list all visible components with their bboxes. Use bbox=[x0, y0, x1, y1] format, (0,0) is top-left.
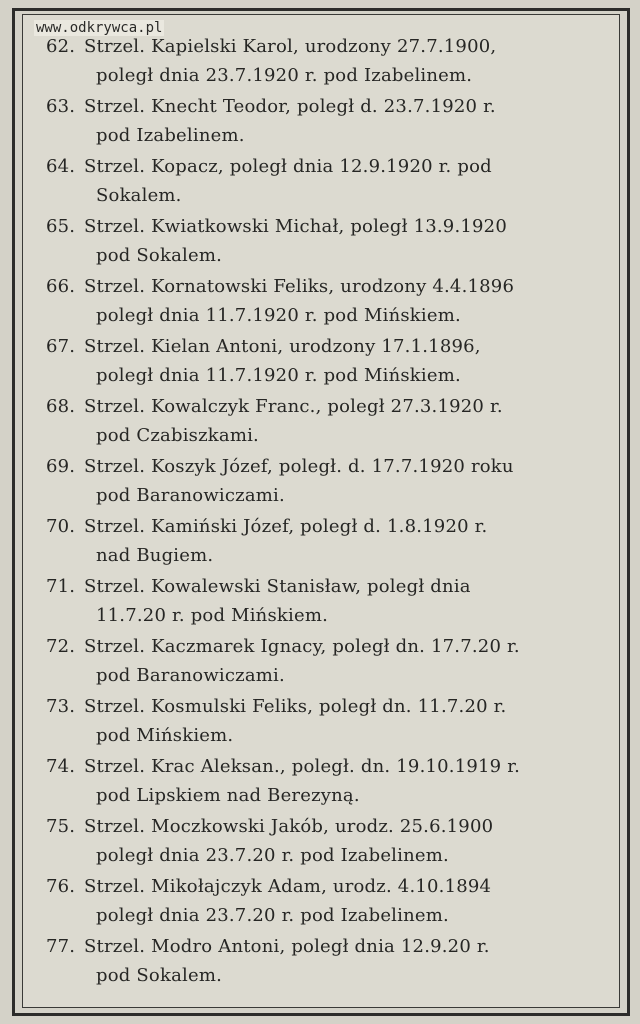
list-entry bbox=[46, 212, 602, 272]
entry-line-1: Strzel. Modro Antoni, poległ dnia 12.9.20 r. bbox=[84, 936, 490, 957]
list-entry bbox=[46, 332, 602, 392]
entry-number: 62. bbox=[46, 36, 76, 57]
entry-line-1: Strzel. Kielan Antoni, urodzony 17.1.1896, bbox=[84, 336, 481, 357]
list-entry bbox=[46, 32, 602, 92]
entry-number: 63. bbox=[46, 96, 76, 117]
entry-line-2: Sokalem. bbox=[96, 185, 182, 206]
entry-line-2: nad Bugiem. bbox=[96, 545, 214, 566]
entry-line-1: Strzel. Koszyk Józef, poległ. d. 17.7.1920 roku bbox=[84, 456, 514, 477]
list-entry bbox=[46, 452, 602, 512]
entry-line-1: Strzel. Kaczmarek Ignacy, poległ dn. 17.7.20 r. bbox=[84, 636, 520, 657]
entry-number: 75. bbox=[46, 816, 76, 837]
entry-number: 68. bbox=[46, 396, 76, 417]
entry-line-1: Strzel. Mikołajczyk Adam, urodz. 4.10.1894 bbox=[84, 876, 492, 897]
entry-number: 74. bbox=[46, 756, 76, 777]
casualty-list bbox=[46, 32, 602, 992]
entry-line-2: pod Czabiszkami. bbox=[96, 425, 259, 446]
entry-line-2: poległ dnia 23.7.20 r. pod Izabelinem. bbox=[96, 905, 449, 926]
entry-line-2: pod Lipskiem nad Berezyną. bbox=[96, 785, 360, 806]
list-entry bbox=[46, 512, 602, 572]
entry-line-1: Strzel. Kamiński Józef, poległ d. 1.8.1920 r. bbox=[84, 516, 488, 537]
entry-line-1: Strzel. Kowalczyk Franc., poległ 27.3.1920 r. bbox=[84, 396, 503, 417]
entry-line-1: Strzel. Kornatowski Feliks, urodzony 4.4.1896 bbox=[84, 276, 515, 297]
list-entry bbox=[46, 872, 602, 932]
entry-line-1: Strzel. Kosmulski Feliks, poległ dn. 11.7.20 r. bbox=[84, 696, 507, 717]
entry-line-1: Strzel. Moczkowski Jakób, urodz. 25.6.1900 bbox=[84, 816, 494, 837]
entry-line-2: poległ dnia 23.7.1920 r. pod Izabelinem. bbox=[96, 65, 473, 86]
entry-number: 67. bbox=[46, 336, 76, 357]
entry-line-2: pod Izabelinem. bbox=[96, 125, 245, 146]
entry-number: 65. bbox=[46, 216, 76, 237]
list-entry bbox=[46, 92, 602, 152]
entry-line-1: Strzel. Kowalewski Stanisław, poległ dnia bbox=[84, 576, 471, 597]
entry-number: 71. bbox=[46, 576, 76, 597]
entry-line-2: pod Sokalem. bbox=[96, 245, 223, 266]
entry-line-2: pod Sokalem. bbox=[96, 965, 223, 986]
entry-line-2: poległ dnia 11.7.1920 r. pod Mińskiem. bbox=[96, 305, 461, 326]
list-entry bbox=[46, 572, 602, 632]
list-entry bbox=[46, 632, 602, 692]
list-entry bbox=[46, 392, 602, 452]
entry-line-1: Strzel. Knecht Teodor, poległ d. 23.7.1920 r. bbox=[84, 96, 496, 117]
entry-line-1: Strzel. Kopacz, poległ dnia 12.9.1920 r. pod bbox=[84, 156, 492, 177]
list-entry bbox=[46, 932, 602, 992]
entry-number: 72. bbox=[46, 636, 76, 657]
entry-line-1: Strzel. Kwiatkowski Michał, poległ 13.9.1920 bbox=[84, 216, 507, 237]
list-entry bbox=[46, 752, 602, 812]
entry-line-2: poległ dnia 11.7.1920 r. pod Mińskiem. bbox=[96, 365, 461, 386]
entry-line-2: poległ dnia 23.7.20 r. pod Izabelinem. bbox=[96, 845, 449, 866]
list-entry bbox=[46, 152, 602, 212]
list-entry bbox=[46, 692, 602, 752]
entry-number: 66. bbox=[46, 276, 76, 297]
entry-line-2: 11.7.20 r. pod Mińskiem. bbox=[96, 605, 329, 626]
entry-number: 64. bbox=[46, 156, 76, 177]
entry-number: 77. bbox=[46, 936, 76, 957]
entry-line-1: Strzel. Krac Aleksan., poległ. dn. 19.10.1919 r. bbox=[84, 756, 520, 777]
entry-number: 69. bbox=[46, 456, 76, 477]
entry-number: 73. bbox=[46, 696, 76, 717]
entry-line-1: Strzel. Kapielski Karol, urodzony 27.7.1900, bbox=[84, 36, 497, 57]
list-entry bbox=[46, 812, 602, 872]
entry-number: 70. bbox=[46, 516, 76, 537]
watermark-url: www.odkrywca.pl bbox=[36, 20, 163, 36]
entry-number: 76. bbox=[46, 876, 76, 897]
entry-line-2: pod Baranowiczami. bbox=[96, 485, 285, 506]
entry-line-2: pod Baranowiczami. bbox=[96, 665, 285, 686]
entry-line-2: pod Mińskiem. bbox=[96, 725, 234, 746]
list-entry bbox=[46, 272, 602, 332]
